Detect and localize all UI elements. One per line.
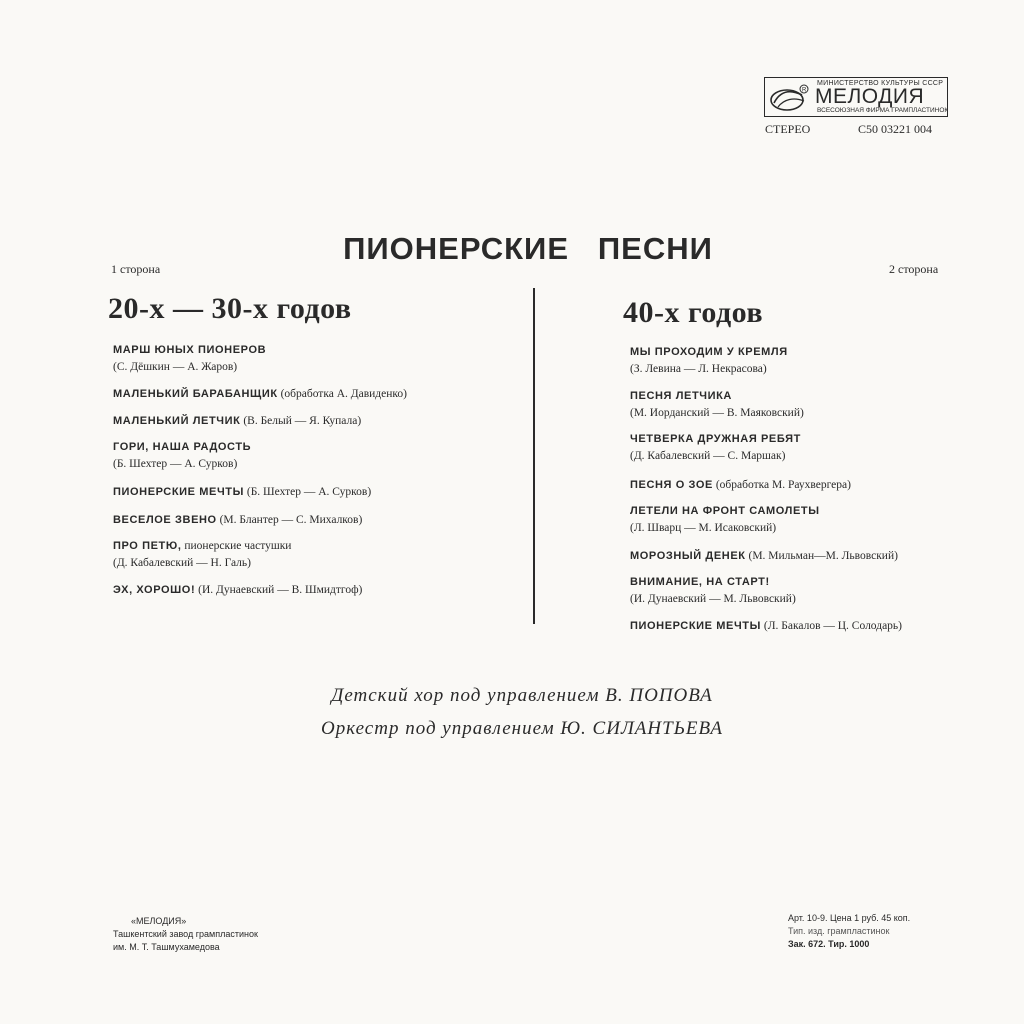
track-item bbox=[630, 503, 820, 537]
track-item bbox=[113, 484, 371, 501]
track-credit: (Б. Шехтер — А. Сурков) bbox=[246, 486, 372, 498]
footer-print-info bbox=[788, 912, 910, 951]
track-credit: (Б. Шехтер — А. Сурков) bbox=[113, 458, 238, 470]
side1-label: 1 сторона bbox=[111, 262, 161, 276]
footer-price: Арт. 10-9. Цена 1 руб. 45 коп. bbox=[788, 913, 911, 923]
footer-factory-name: им. М. Т. Ташмухамедова bbox=[113, 942, 220, 952]
track-title: ПИОНЕРСКИЕ МЕЧТЫ bbox=[630, 620, 761, 632]
track-title: МАЛЕНЬКИЙ БАРАБАНЩИК bbox=[113, 388, 278, 400]
choir-credit: Детский хор под управлением В. ПОПОВА bbox=[331, 685, 713, 706]
footer-order: Зак. 672. Тир. 1000 bbox=[788, 939, 870, 949]
track-item bbox=[630, 344, 788, 378]
track-title: МОРОЗНЫЙ ДЕНЕК bbox=[630, 550, 746, 562]
track-credit: (С. Дёшкин — А. Жаров) bbox=[113, 361, 238, 373]
track-item bbox=[113, 512, 362, 529]
track-item bbox=[113, 386, 407, 403]
track-item bbox=[630, 548, 898, 565]
track-item bbox=[630, 388, 804, 422]
footer-brand: «МЕЛОДИЯ» bbox=[131, 916, 187, 926]
track-item bbox=[113, 439, 251, 473]
track-credit: (М. Иорданский — В. Маяковский) bbox=[630, 407, 804, 419]
track-title: МАРШ ЮНЫХ ПИОНЕРОВ bbox=[113, 344, 267, 356]
footer-printer: Тип. изд. грампластинок bbox=[788, 926, 890, 936]
footer-factory: Ташкентский завод грампластинок bbox=[113, 929, 258, 939]
track-credit: (В. Белый — Я. Купала) bbox=[243, 415, 362, 427]
track-title: ПРО ПЕТЮ, bbox=[113, 540, 182, 552]
performer-credits bbox=[0, 679, 1024, 745]
track-title: ВНИМАНИЕ, НА СТАРТ! bbox=[630, 576, 770, 588]
album-title: ПИОНЕРСКИЕ ПЕСНИ bbox=[343, 231, 713, 266]
melodiya-emblem-icon bbox=[768, 81, 812, 113]
track-subtitle: пионерские частушки bbox=[184, 540, 292, 552]
track-credit: (обработка А. Давиденко) bbox=[280, 388, 407, 400]
track-title: ГОРИ, НАША РАДОСТЬ bbox=[113, 441, 252, 453]
track-credit: (И. Дунаевский — В. Шмидтгоф) bbox=[198, 584, 363, 596]
track-credit: (З. Левина — Л. Некрасова) bbox=[630, 363, 767, 375]
logo-ministry-text: МИНИСТЕРСТВО КУЛЬТУРЫ СССР bbox=[817, 80, 944, 87]
track-title: ЧЕТВЕРКА ДРУЖНАЯ РЕБЯТ bbox=[630, 433, 801, 445]
track-item bbox=[113, 538, 291, 572]
format-label: СТЕРЕО bbox=[765, 122, 811, 136]
track-credit: (М. Мильман—М. Львовский) bbox=[748, 550, 898, 562]
logo-firm-text: ВСЕСОЮЗНАЯ ФИРМА ГРАМПЛАСТИНОК bbox=[817, 107, 949, 114]
track-title: МЫ ПРОХОДИМ У КРЕМЛЯ bbox=[630, 346, 788, 358]
column-divider bbox=[533, 288, 535, 624]
logo-brand-text: МЕЛОДИЯ bbox=[815, 85, 925, 108]
side2-label: 2 сторона bbox=[889, 262, 939, 276]
track-credit: (обработка М. Раухвергера) bbox=[715, 479, 851, 491]
track-credit: (И. Дунаевский — М. Львовский) bbox=[630, 593, 796, 605]
track-title: ПЕСНЯ О ЗОЕ bbox=[630, 479, 713, 491]
track-title: МАЛЕНЬКИЙ ЛЕТЧИК bbox=[113, 415, 241, 427]
track-title: ЛЕТЕЛИ НА ФРОНТ САМОЛЕТЫ bbox=[630, 505, 820, 517]
track-item bbox=[630, 477, 851, 494]
track-credit: (Д. Кабалевский — С. Маршак) bbox=[630, 450, 786, 462]
track-title: ПЕСНЯ ЛЕТЧИКА bbox=[630, 390, 732, 402]
side1-heading: 20-х — 30-х годов bbox=[108, 292, 352, 325]
svg-text:R: R bbox=[802, 87, 807, 94]
orchestra-credit: Оркестр под управлением Ю. СИЛАНТЬЕВА bbox=[320, 718, 724, 739]
track-item bbox=[630, 618, 902, 635]
track-item bbox=[113, 342, 266, 376]
track-credit: (Л. Бакалов — Ц. Солодарь) bbox=[763, 620, 903, 632]
track-title: ВЕСЕЛОЕ ЗВЕНО bbox=[113, 514, 217, 526]
track-title: ЭХ, ХОРОШО! bbox=[113, 584, 196, 596]
side2-heading: 40-х годов bbox=[623, 296, 764, 329]
catalog-number: С50 03221 004 bbox=[858, 122, 933, 136]
melodiya-logo bbox=[764, 77, 948, 117]
track-item bbox=[630, 431, 801, 465]
track-title: ПИОНЕРСКИЕ МЕЧТЫ bbox=[113, 486, 244, 498]
track-credit: (Л. Шварц — М. Исаковский) bbox=[630, 522, 777, 534]
track-credit: (М. Блантер — С. Михалков) bbox=[219, 514, 363, 526]
track-item bbox=[113, 413, 361, 430]
track-item bbox=[113, 582, 362, 599]
track-item bbox=[630, 574, 796, 608]
footer-manufacturer bbox=[113, 915, 273, 954]
track-credit: (Д. Кабалевский — Н. Галь) bbox=[113, 557, 251, 569]
